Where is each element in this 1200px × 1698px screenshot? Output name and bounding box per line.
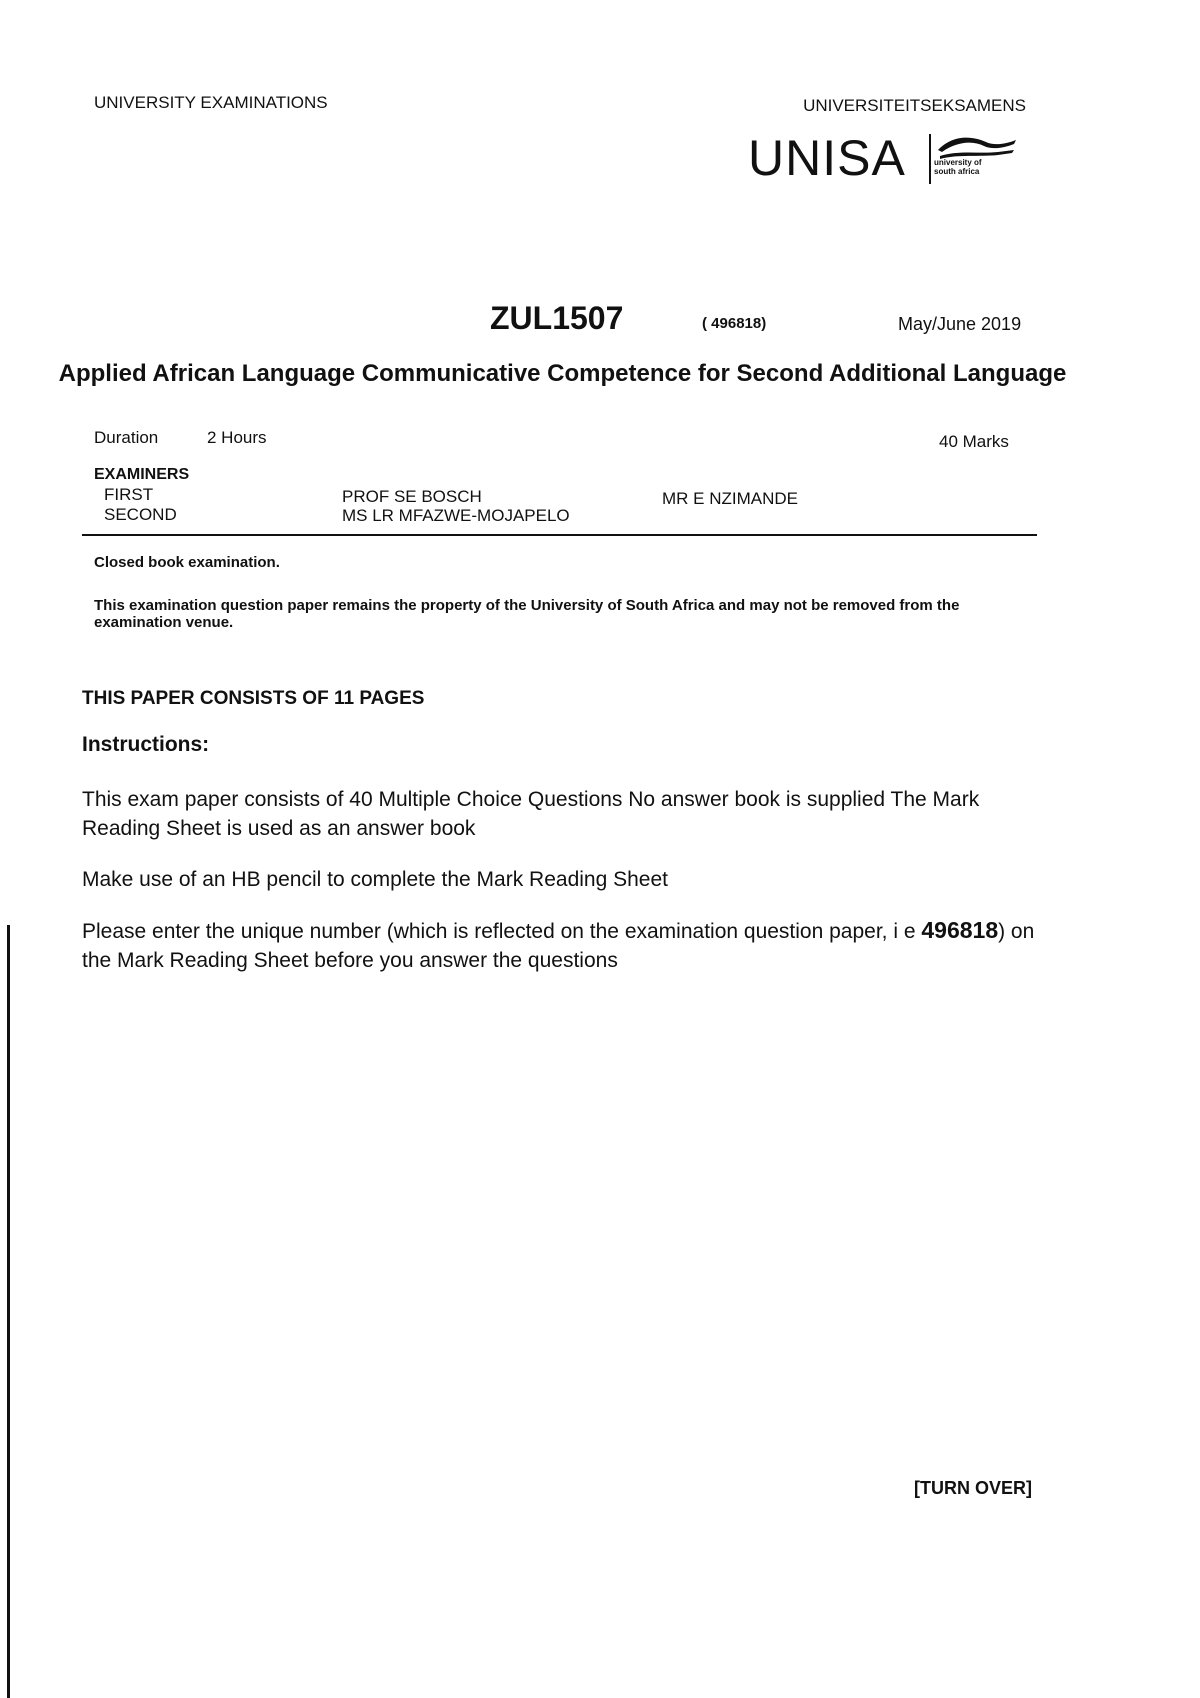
header-right-text: UNIVERSITEITSEKSAMENS [803,96,1026,115]
exam-session: May/June 2019 [898,314,1022,334]
instruction-3-text-b: ) on the Mark Reading Sheet before you answer the questions [82,920,1035,972]
logo-wordmark: UNISA [748,130,906,186]
module-code: ZUL1507 [490,300,624,336]
second-examiner-name: MS LR MFAZWE-MOJAPELO [342,506,570,525]
scan-edge-line [7,925,10,1698]
duration-label: Duration [94,428,159,447]
page-count-statement: THIS PAPER CONSISTS OF 11 PAGES [82,688,425,709]
unique-number-inline: 496818 [921,917,999,943]
unique-number: ( 496818) [702,315,767,332]
unisa-logo [748,128,1018,188]
header-left-text: UNIVERSITY EXAMINATIONS [94,93,328,112]
instructions-heading: Instructions: [82,733,210,756]
instruction-paragraph-2: Make use of an HB pencil to complete the Mark Reading Sheet [82,868,668,891]
first-examiner-name: PROF SE BOSCH [342,487,482,506]
first-examiner-label: FIRST [104,485,154,504]
first-examiner-name-2: MR E NZIMANDE [662,489,798,508]
divider [82,534,1037,536]
instruction-paragraph-3 [82,916,1042,975]
instruction-paragraph-1: This exam paper consists of 40 Multiple Choice Questions No answer book is supplied The Mark Reading Sheet is used as an answer book [82,788,980,840]
property-notice: This examination question paper remains the property of the University of South Africa and may not be removed from the examination venue. [94,597,960,631]
total-marks: 40 Marks [939,432,1009,451]
closed-book-notice: Closed book examination. [94,554,280,571]
instruction-3-text-a: Please enter the unique number (which is reflected on the examination question paper, i e [82,920,922,943]
paper-title: Applied African Language Communicative Competence for Second Additional Language [58,360,1067,387]
duration-value: 2 Hours [207,428,267,447]
logo-tagline: university of south africa [934,158,982,176]
turn-over-label: [TURN OVER] [914,1478,1032,1498]
second-examiner-label: SECOND [104,505,177,524]
examiners-heading: EXAMINERS [94,466,190,483]
